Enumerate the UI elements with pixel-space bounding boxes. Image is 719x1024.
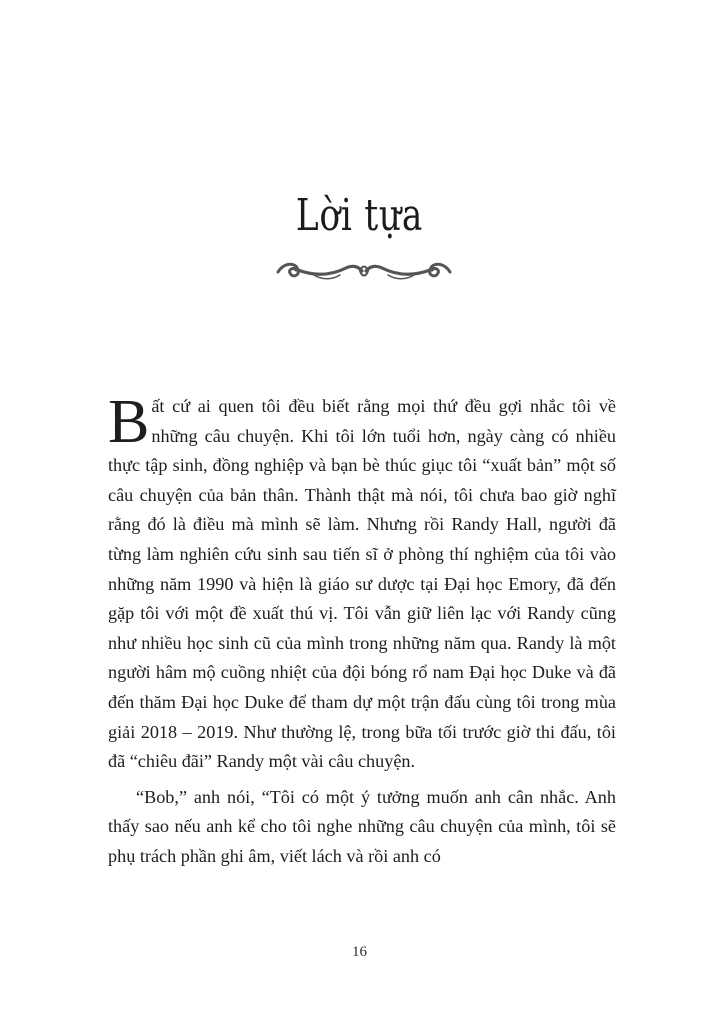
paragraph-2: “Bob,” anh nói, “Tôi có một ý tưởng muốn anh cân nhắc. Anh thấy sao nếu anh kể cho tôi nghe những câu chuyện của mình, tôi sẽ phụ trách phần ghi âm, viết lách và rồi anh có [108,786,616,866]
drop-cap: B [108,388,150,456]
chapter-title: Lời tựa [295,190,424,241]
page-number: 16 [352,944,367,960]
flourish-divider-icon [274,256,454,286]
paragraph-1 [108,388,616,777]
body-text [108,388,616,872]
paragraph-1-text: ất cứ ai quen tôi đều biết rằng mọi thứ đều gợi nhắc tôi về những câu chuyện. Khi tôi lớn tuổi hơn, ngày càng có nhiều thực tập sinh, đồng nghiệp và bạn bè thúc giục tôi “xuất bản” một số câu chuyện của bản thân. Thành thật mà nói, tôi chưa bao giờ nghĩ rằng đó là điều mà mình sẽ làm. Nhưng rồi Randy Hall, người đã từng làm nghiên cứu sinh sau tiến sĩ ở phòng thí nghiệm của tôi vào những năm 1990 và hiện là giáo sư dược tại Đại học Emory, đã đến gặp tôi với một đề xuất thú vị. Tôi vẫn giữ liên lạc với Randy cũng như nhiều học sinh cũ của mình trong những năm qua. Randy là một người hâm mộ cuồng nhiệt của đội bóng rổ nam Đại học Duke và đã đến thăm Đại học Duke để tham dự một trận đấu cùng tôi trong mùa giải 2018 – 2019. Như thường lệ, trong bữa tối trước giờ thi đấu, tôi đã “chiêu đãi” Randy một vài câu chuyện. [108,396,616,772]
